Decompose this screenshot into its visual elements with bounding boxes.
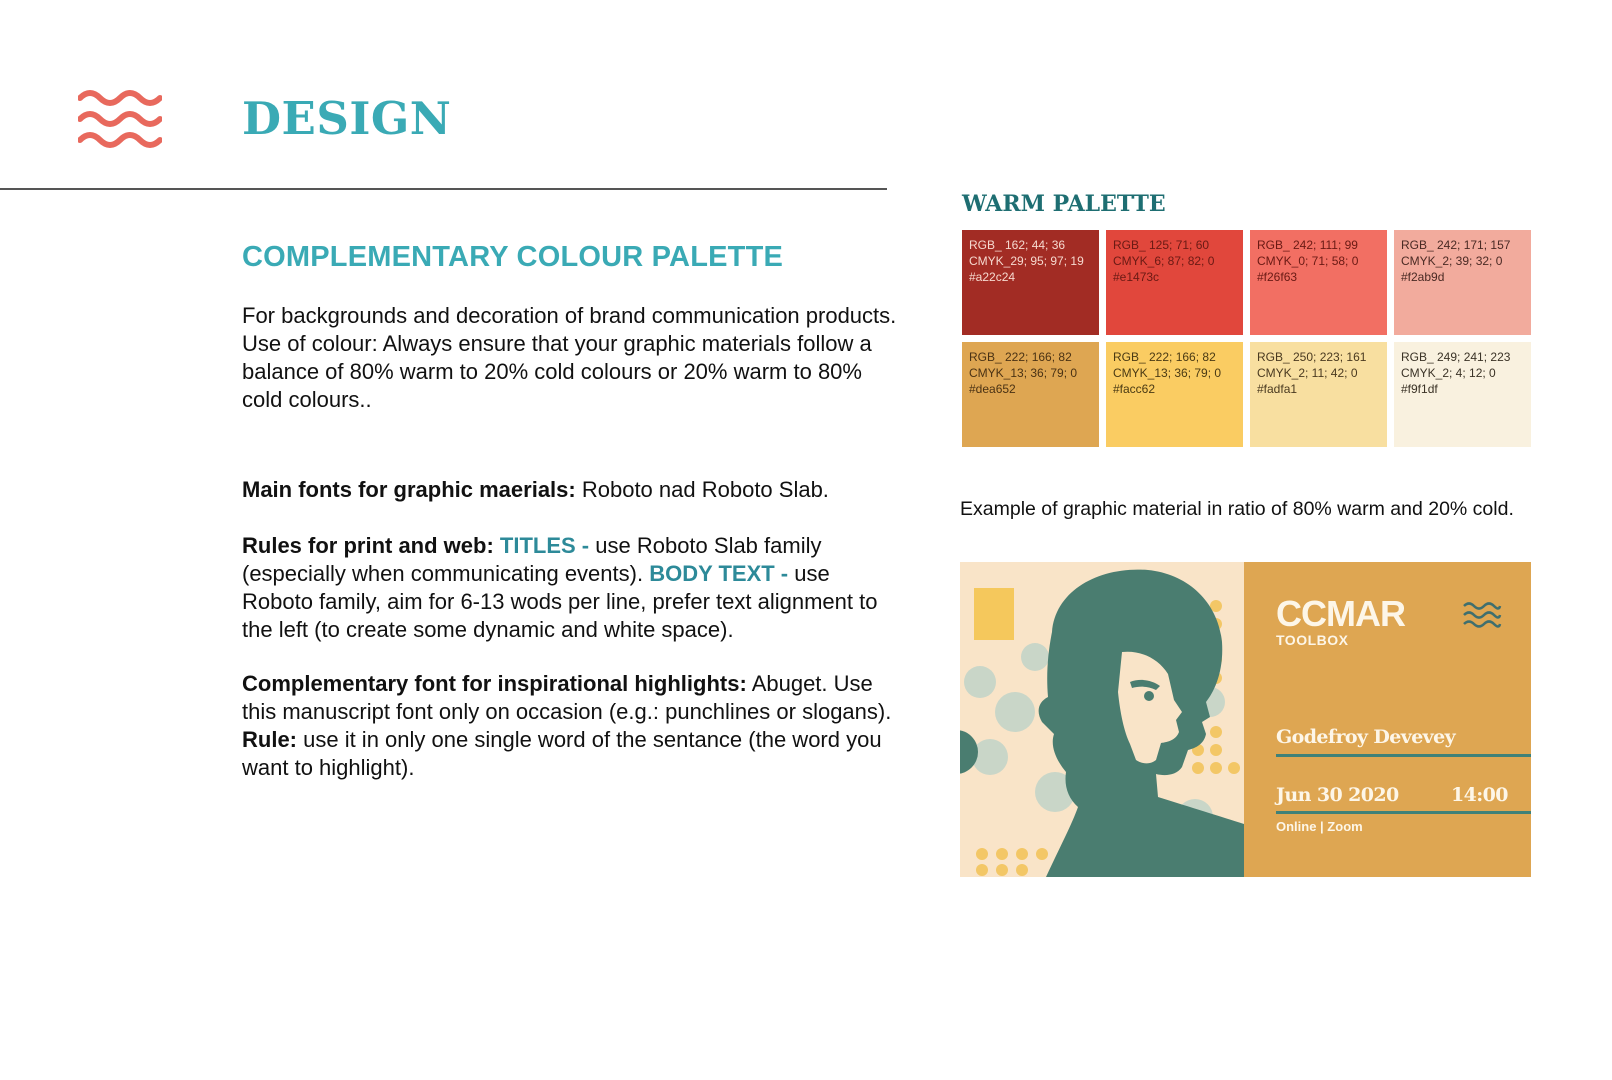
swatch-hex: #facc62 [1113,382,1156,396]
example-card [960,562,1531,877]
swatch [1250,230,1387,335]
swatch-rgb: RGB_ 242; 111; 99 [1257,238,1358,252]
swatch-rgb: RGB_ 125; 71; 60 [1113,238,1210,252]
swatch-cmyk: CMYK_13; 36; 79; 0 [969,366,1078,380]
swatch-cmyk: CMYK_2; 39; 32; 0 [1401,254,1503,268]
swatch [962,342,1099,447]
swatch-cmyk: CMYK_6; 87; 82; 0 [1113,254,1215,268]
swatch-hex: #fadfa1 [1257,382,1298,396]
event-panel [1244,562,1531,877]
swatch-cmyk: CMYK_2; 11; 42; 0 [1257,366,1358,380]
main-fonts-paragraph [242,476,897,504]
main-fonts-text: Roboto nad Roboto Slab. [575,477,829,502]
titles-label: TITLES - [499,533,590,558]
waves-icon [78,88,162,150]
titles-text: use Roboto Slab family (especially when communicating events). [242,533,822,586]
swatch-hex: #f2ab9d [1401,270,1445,284]
brand-sub: TOOLBOX [1276,632,1349,648]
divider-line [1276,754,1531,757]
swatch-hex: #dea652 [969,382,1016,396]
swatch-cmyk: CMYK_29; 95; 97; 19 [969,254,1084,268]
page-title: DESIGN [242,92,452,145]
waves-icon [1462,600,1502,630]
swatch-grid [962,230,1532,448]
rules-paragraph [242,532,897,644]
rule-label: Rule: [242,727,297,752]
header-divider [0,188,887,190]
event-date: Jun 30 2020 [1276,784,1399,806]
swatch-rgb: RGB_ 162; 44; 36 [969,238,1066,252]
swatch [1106,230,1243,335]
speaker-name: Godefroy Devevey [1276,726,1456,748]
portrait-illustration [960,562,1244,877]
swatch [1394,342,1531,447]
event-venue: Online | Zoom [1276,819,1363,834]
swatch-cmyk: CMYK_13; 36; 79; 0 [1113,366,1222,380]
swatch-cmyk: CMYK_2; 4; 12; 0 [1401,366,1496,380]
swatch-hex: #f26f63 [1257,270,1298,284]
brand-logo: CCMAR [1276,593,1405,634]
swatch [1106,342,1243,447]
example-caption: Example of graphic material in ratio of 80% warm and 20% cold. [960,498,1514,520]
swatch-hex: #f9f1df [1401,382,1438,396]
body-text-text: use Roboto family, aim for 6-13 wods per line, prefer text alignment to the left (to create some dynamic and white space). [242,561,878,642]
intro-paragraph [242,302,897,414]
swatch-rgb: RGB_ 222; 166; 82 [969,350,1072,364]
event-time: 14:00 [1451,784,1508,806]
swatch-rgb: RGB_ 249; 241; 223 [1401,350,1511,364]
swatch-rgb: RGB_ 222; 166; 82 [1113,350,1216,364]
swatch-cmyk: CMYK_0; 71; 58; 0 [1257,254,1359,268]
swatch [1394,230,1531,335]
divider-line [1276,811,1531,814]
swatch [1250,342,1387,447]
swatch-hex: #a22c24 [969,270,1016,284]
complementary-text-2: use it in only one single word of the sentance (the word you want to highlight). [242,727,882,780]
complementary-text-1: Abuget. Use this manuscript font only on occasion (e.g.: punchlines or slogans). [242,671,892,724]
body-text-label: BODY TEXT - [649,561,789,586]
swatch-rgb: RGB_ 242; 171; 157 [1401,238,1511,252]
complementary-label: Complementary font for inspirational highlights: [242,671,747,696]
rules-label: Rules for print and web: [242,533,494,558]
swatch-hex: #e1473c [1113,270,1160,284]
intro-text: For backgrounds and decoration of brand communication products. Use of colour: Always ensure that your graphic materials follow a balance of 80% warm to 20% cold colours or 20% warm to 80% cold colours.. [242,303,897,412]
swatch [962,230,1099,335]
portrait-graphic [960,562,1244,877]
section-heading: COMPLEMENTARY COLOUR PALETTE [242,241,784,273]
palette-title: WARM PALETTE [962,191,1166,217]
swatch-rgb: RGB_ 250; 223; 161 [1257,350,1367,364]
complementary-paragraph [242,670,897,782]
main-fonts-label: Main fonts for graphic maerials: [242,477,576,502]
